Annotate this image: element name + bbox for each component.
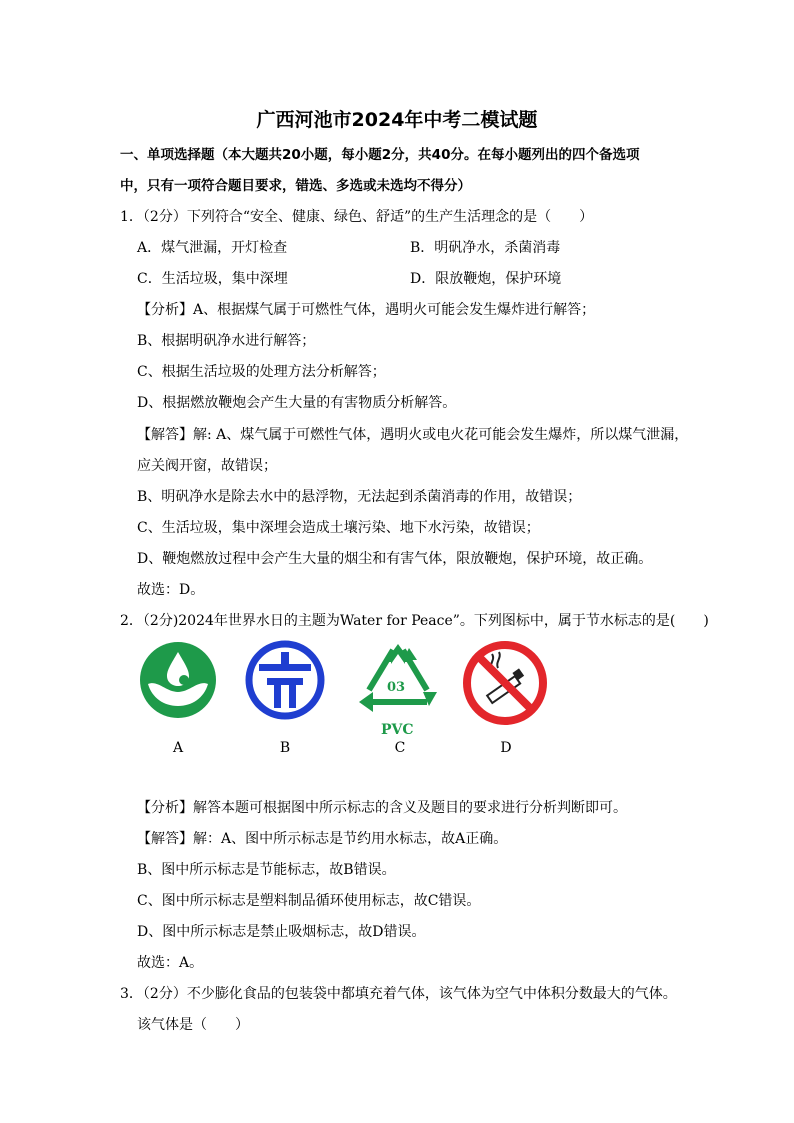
q1-analysis-line: C、根据生活垃圾的处理方法分析解答； [137, 364, 386, 380]
q1-option-a: A．煤气泄漏，开灯检查 [137, 240, 288, 256]
section-heading-line1: 一、单项选择题（本大题共20小题，每小题2分，共40分。在每小题列出的四个备选项 [120, 147, 640, 163]
q1-analysis-line: 【分析】A、根据煤气属于可燃性气体，遇明火可能会发生爆炸进行解答； [137, 302, 596, 318]
icon-label-b: B [279, 740, 291, 756]
q1-answer-line: B、明矾净水是除去水中的悬浮物，无法起到杀菌消毒的作用，故错误； [137, 489, 582, 505]
q1-choice: 故选：D。 [137, 582, 205, 598]
q1-option-c: C．生活垃圾，集中深埋 [137, 271, 288, 287]
q3-stem-line2: 该气体是（ ） [137, 1017, 249, 1033]
page-title: 广西河池市2024年中考二模试题 [256, 109, 538, 131]
icon-label-c: C [394, 740, 406, 756]
q2-answer-line: D、图中所示标志是禁止吸烟标志，故D错误。 [137, 924, 426, 940]
q3-stem-line1: 3．（2分）不少膨化食品的包装袋中都填充着气体，该气体为空气中体积分数最大的气体。 [120, 986, 677, 1002]
q2-analysis: 【分析】解答本题可根据图中所示标志的含义及题目的要求进行分析判断即可。 [137, 800, 627, 816]
q2-choice: 故选：A。 [137, 955, 204, 971]
q1-option-b: B．明矾净水，杀菌消毒 [410, 240, 561, 256]
q2-stem: 2．（2分)2024年世界水日的主题为Water for Peace”。下列图标中，属于节水标志的是( ) [120, 613, 709, 629]
q1-option-d: D．限放鞭炮，保护环境 [410, 271, 562, 287]
q1-answer-line: 【解答】解: A、煤气属于可燃性气体，遇明火或电火花可能会发生爆炸，所以煤气泄漏， [137, 427, 689, 443]
q2-answer-line: C、图中所示标志是塑料制品循环使用标志，故C错误。 [137, 893, 481, 909]
icon-label-d: D [500, 740, 512, 756]
energy-saving-icon [245, 640, 325, 724]
section-heading-line2: 中，只有一项符合题目要求，错选、多选或未选均不得分） [120, 178, 471, 194]
recycling-pvc-icon [353, 640, 443, 738]
q1-analysis-line: B、根据明矾净水进行解答； [137, 333, 316, 349]
q1-answer-line: C、生活垃圾，集中深埋会造成土壤污染、地下水污染，故错误； [137, 520, 540, 536]
q2-answer-line: B、图中所示标志是节能标志，故B错误。 [137, 862, 396, 878]
q2-answer-line: 【解答】解：A、图中所示标志是节约用水标志，故A正确。 [137, 831, 508, 847]
no-smoking-icon [462, 640, 548, 730]
q1-stem: 1．（2分）下列符合“安全、健康、绿色、舒适”的生产生活理念的是（ ） [120, 209, 594, 225]
icon-c-text: PVC [381, 722, 414, 738]
q1-answer-line: 应关阀开窗，故错误； [137, 458, 277, 474]
icon-c-number: 03 [387, 680, 406, 695]
water-saving-icon [138, 640, 218, 724]
q1-analysis-line: D、根据燃放鞭炮会产生大量的有害物质分析解答。 [137, 395, 457, 411]
q2-icon-row [135, 640, 555, 765]
q1-answer-line: D、鞭炮燃放过程中会产生大量的烟尘和有害气体，限放鞭炮，保护环境，故正确。 [137, 551, 653, 567]
icon-label-a: A [172, 740, 184, 756]
